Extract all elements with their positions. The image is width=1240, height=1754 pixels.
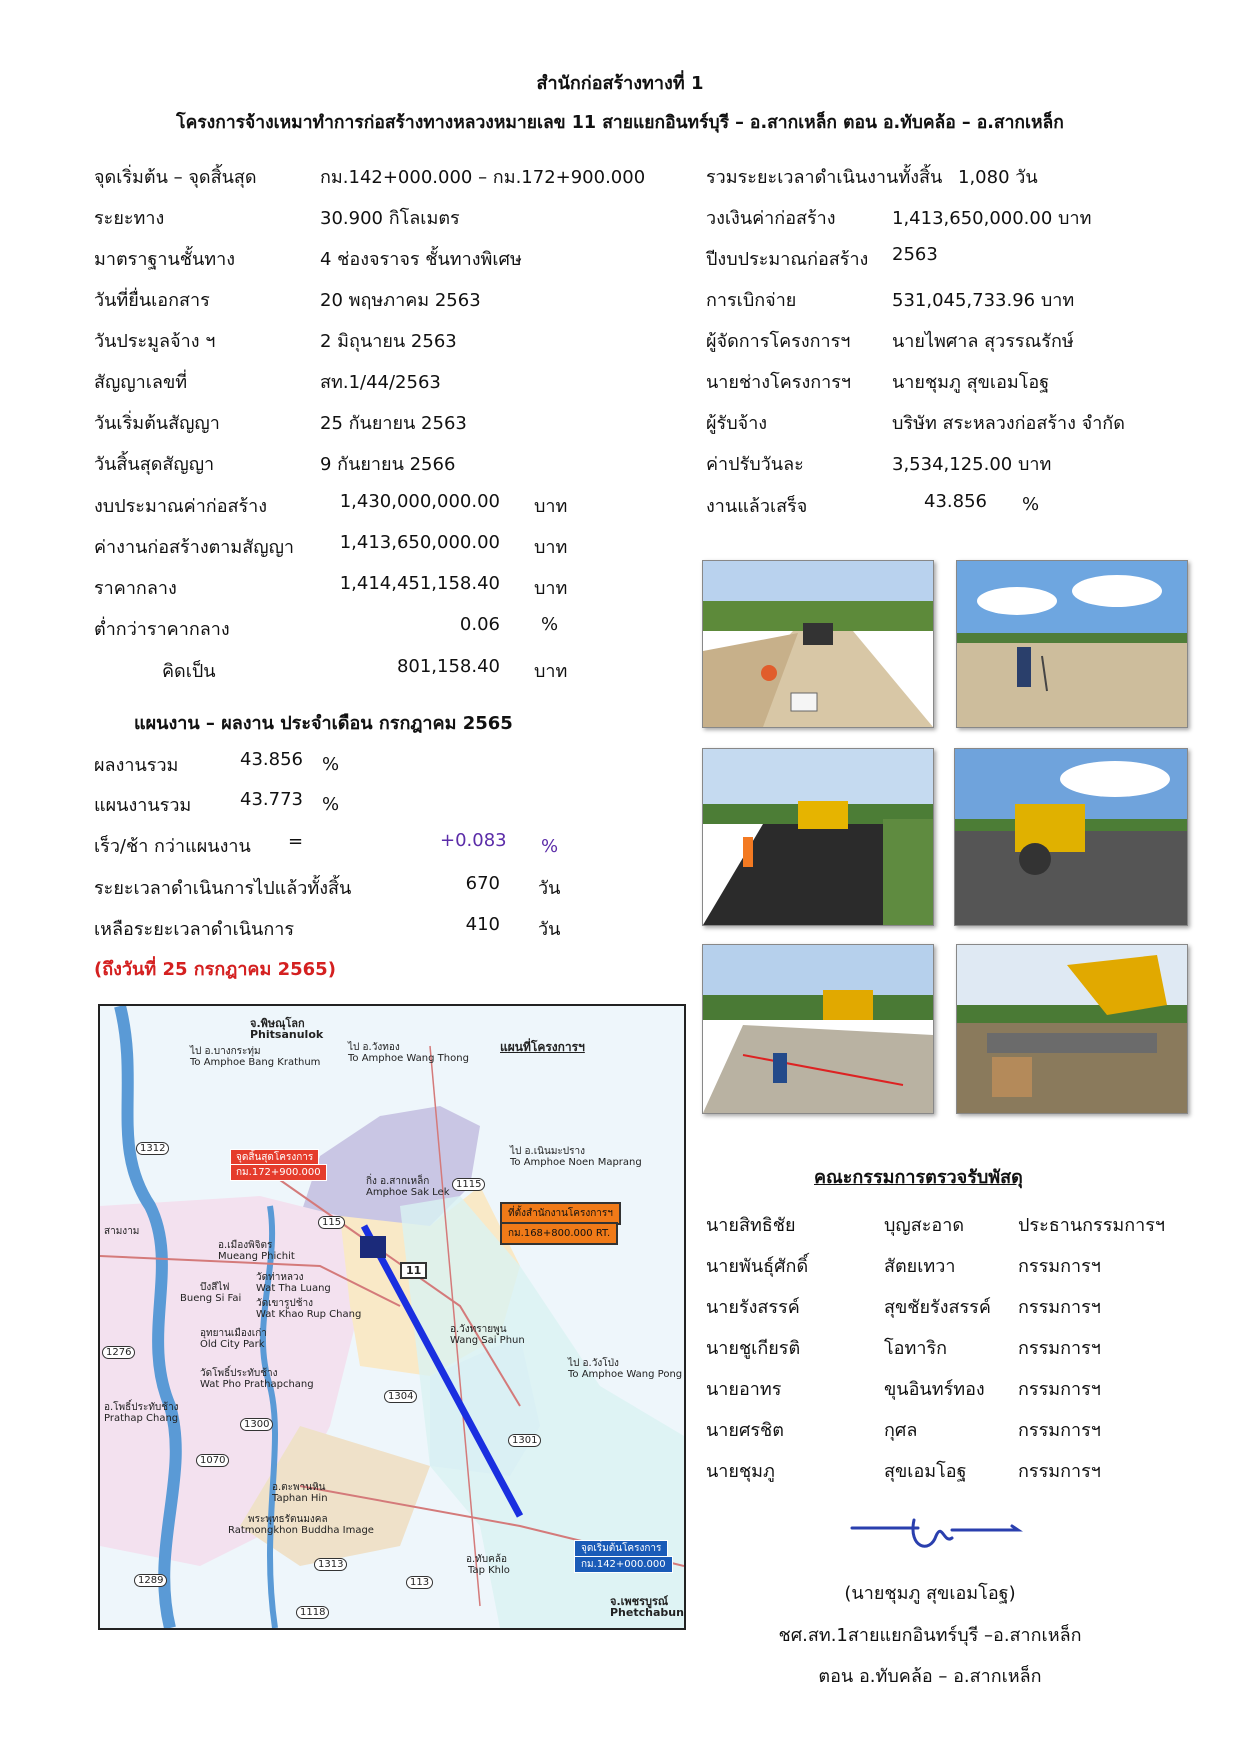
budget-value: 1,414,451,158.40 — [339, 573, 500, 594]
map-place-th: ไป อ.วังโป่ง — [568, 1358, 619, 1369]
office-km: กม.168+800.000 RT. — [500, 1222, 618, 1245]
info-label: นายช่างโครงการฯ — [706, 372, 852, 393]
actual-label: ผลงานรวม — [94, 755, 179, 776]
info-value: 9 กันยายน 2566 — [320, 454, 456, 475]
site-photo — [702, 560, 934, 728]
done-unit: % — [1022, 494, 1040, 515]
map-place-th: สามงาม — [104, 1226, 140, 1237]
info-value: 20 พฤษภาคม 2563 — [320, 290, 481, 311]
site-photo — [956, 944, 1188, 1114]
info-label: การเบิกจ่าย — [706, 290, 797, 311]
budget-unit: % — [541, 614, 559, 635]
route-shield: 1115 — [452, 1178, 485, 1191]
diff-unit: % — [541, 836, 559, 857]
member-first-name: นายชุมภู — [706, 1461, 775, 1482]
info-value: นายไพศาล สุวรรณรักษ์ — [892, 331, 1074, 352]
member-first-name: นายชูเกียรติ — [706, 1338, 801, 1359]
project-map — [98, 1004, 686, 1630]
info-value: นายชุมภู สุขเอมโอฐ — [892, 372, 1050, 393]
elapsed-unit: วัน — [538, 878, 561, 899]
member-last-name: สุขเอมโอฐ — [884, 1461, 967, 1482]
route-shield: 1301 — [508, 1434, 541, 1447]
map-place-en: Phitsanulok — [250, 1028, 324, 1041]
budget-unit: บาท — [534, 578, 568, 599]
info-label: สัญญาเลขที่ — [94, 372, 188, 393]
start-point-km: กม.142+000.000 — [574, 1556, 673, 1573]
map-place-th: ไป อ.วังทอง — [348, 1042, 400, 1053]
route-shield: 1276 — [102, 1346, 135, 1359]
map-place-th: วัดเขารูปช้าง — [256, 1298, 313, 1309]
info-label: ระยะทาง — [94, 208, 165, 229]
remaining-value: 410 — [465, 914, 500, 935]
info-value: 4 ช่องจราจร ชั้นทางพิเศษ — [320, 249, 522, 270]
info-label: วันที่ยื่นเอกสาร — [94, 290, 210, 311]
map-canvas — [100, 1006, 684, 1628]
budget-label: ต่ำกว่าราคากลาง — [94, 619, 230, 640]
route-shield: 1070 — [196, 1454, 229, 1467]
info-label: วันสิ้นสุดสัญญา — [94, 454, 215, 475]
planned-unit: % — [322, 794, 340, 815]
info-value: 531,045,733.96 บาท — [892, 290, 1075, 311]
map-place-en: Bueng Si Fai — [180, 1293, 242, 1304]
signer-position: ชศ.สท.1สายแยกอินทร์บุรี –อ.สากเหล็ก — [778, 1625, 1082, 1646]
remaining-unit: วัน — [538, 919, 561, 940]
map-place-en: Tap Khlo — [468, 1565, 510, 1576]
route-shield: 11 — [400, 1262, 427, 1279]
info-value: 3,534,125.00 บาท — [892, 454, 1052, 475]
map-place-en: Prathap Chang — [104, 1413, 179, 1424]
route-shield: 115 — [318, 1216, 345, 1229]
info-value: สท.1/44/2563 — [320, 372, 441, 393]
member-last-name: ขุนอินทร์ทอง — [884, 1379, 985, 1400]
planned-value: 43.773 — [240, 789, 303, 810]
signer-position: ตอน อ.ทับคล้อ – อ.สากเหล็ก — [818, 1666, 1042, 1687]
start-point-label: จุดเริ่มต้นโครงการ — [574, 1540, 668, 1557]
info-label: ผู้จัดการโครงการฯ — [706, 331, 851, 352]
map-place-th: อ.ตะพานหิน — [272, 1482, 326, 1493]
info-label: ผู้รับจ้าง — [706, 413, 768, 434]
map-place-en: Amphoe Sak Lek — [366, 1187, 450, 1198]
route-shield: 1304 — [384, 1390, 417, 1403]
route-shield: 1312 — [136, 1142, 169, 1155]
actual-value: 43.856 — [240, 749, 303, 770]
info-value: บริษัท สระหลวงก่อสร้าง จำกัด — [892, 413, 1125, 434]
member-last-name: สุขชัยรังสรรค์ — [884, 1297, 991, 1318]
member-first-name: นายศรชิต — [706, 1420, 784, 1441]
budget-unit: บาท — [534, 661, 568, 682]
diff-eq: = — [288, 831, 304, 852]
map-place-en: To Amphoe Noen Maprang — [510, 1157, 642, 1168]
info-value: กม.142+000.000 – กม.172+900.000 — [320, 167, 646, 188]
map-place-en: Wat Khao Rup Chang — [256, 1309, 362, 1320]
info-value: 30.900 กิโลเมตร — [320, 208, 460, 229]
budget-label: งบประมาณค่าก่อสร้าง — [94, 496, 268, 517]
info-label: ค่าปรับวันละ — [706, 454, 804, 475]
route-shield: 1313 — [314, 1558, 347, 1571]
member-last-name: โอทาริก — [884, 1338, 948, 1359]
budget-value: 0.06 — [459, 614, 500, 635]
member-role: กรรมการฯ — [1018, 1420, 1101, 1441]
planned-label: แผนงานรวม — [94, 795, 192, 816]
budget-unit: บาท — [534, 537, 568, 558]
signature-image — [848, 1508, 1028, 1568]
map-place-th: อ.ทับคล้อ — [466, 1554, 507, 1565]
info-value: 2 มิถุนายน 2563 — [320, 331, 457, 352]
project-title: โครงการจ้างเหมาทำการก่อสร้างทางหลวงหมายเลข 11 สายแยกอินทร์บุรี – อ.สากเหล็ก ตอน อ.ทับคล้อ – อ.สากเหล็ก — [176, 113, 1064, 133]
member-role: กรรมการฯ — [1018, 1461, 1101, 1482]
diff-value: +0.083 — [440, 830, 507, 851]
member-first-name: นายอาทร — [706, 1379, 782, 1400]
map-place-en: Wang Sai Phun — [450, 1335, 525, 1346]
map-place-en: Wat Tha Luang — [256, 1283, 331, 1294]
elapsed-label: ระยะเวลาดำเนินการไปแล้วทั้งสิ้น — [94, 878, 352, 899]
info-label: ปีงบประมาณก่อสร้าง — [706, 249, 869, 270]
map-place-th: จ.พิษณุโลก — [250, 1017, 305, 1030]
route-shield: 1289 — [134, 1574, 167, 1587]
map-place-en: Ratmongkhon Buddha Image — [228, 1525, 374, 1536]
map-place-th: อ.โพธิ์ประทับช้าง — [104, 1402, 179, 1413]
member-role: กรรมการฯ — [1018, 1379, 1101, 1400]
site-photo — [702, 944, 934, 1114]
map-place-en: Wat Pho Prathapchang — [200, 1379, 314, 1390]
map-place-th: ไป อ.เนินมะปราง — [510, 1146, 586, 1157]
budget-label: ราคากลาง — [94, 578, 177, 599]
map-title: แผนที่โครงการฯ — [500, 1040, 585, 1054]
info-label: วันเริ่มต้นสัญญา — [94, 413, 220, 434]
diff-label: เร็ว/ช้า กว่าแผนงาน — [94, 836, 251, 857]
map-place-th: กิ่ง อ.สากเหล็ก — [366, 1176, 430, 1187]
info-label: มาตราฐานชั้นทาง — [94, 249, 236, 270]
map-place-en: Old City Park — [200, 1339, 265, 1350]
map-place-th: อ.วังทรายพูน — [450, 1324, 507, 1335]
member-first-name: นายสิทธิชัย — [706, 1215, 796, 1236]
map-place-th: พระพุทธรัตนมงคล — [248, 1514, 328, 1525]
map-place-th: จ.เพชรบูรณ์ — [610, 1595, 669, 1608]
budget-label: คิดเป็น — [162, 661, 216, 682]
map-place-en: Taphan Hin — [272, 1493, 328, 1504]
route-shield: 113 — [406, 1576, 433, 1589]
map-place-en: Phetchabun — [610, 1606, 684, 1619]
info-value: 1,080 วัน — [958, 167, 1038, 188]
map-place-th: อ.เมืองพิจิตร — [218, 1240, 273, 1251]
site-photo — [954, 748, 1188, 926]
map-place-en: Mueang Phichit — [218, 1251, 295, 1262]
info-value: 25 กันยายน 2563 — [320, 413, 467, 434]
committee-title: คณะกรรมการตรวจรับพัสดุ — [814, 1167, 1023, 1188]
member-role: ประธานกรรมการฯ — [1018, 1215, 1166, 1236]
budget-unit: บาท — [534, 496, 568, 517]
plan-title: แผนงาน – ผลงาน ประจำเดือน กรกฎาคม 2565 — [134, 713, 513, 734]
member-first-name: นายรังสรรค์ — [706, 1297, 800, 1318]
member-role: กรรมการฯ — [1018, 1256, 1101, 1277]
member-last-name: สัตยเทวา — [884, 1256, 956, 1277]
member-last-name: บุญสะอาด — [884, 1215, 965, 1236]
map-place-th: อุทยานเมืองเก่า — [200, 1328, 267, 1339]
info-label: วันประมูลจ้าง ฯ — [94, 331, 216, 352]
elapsed-value: 670 — [465, 873, 500, 894]
budget-value: 1,413,650,000.00 — [339, 532, 500, 553]
route-shield: 1118 — [296, 1606, 329, 1619]
signer-name: (นายชุมภู สุขเอมโอฐ) — [844, 1583, 1016, 1604]
as-of-date: (ถึงวันที่ 25 กรกฎาคม 2565) — [94, 959, 336, 980]
info-value: 2563 — [892, 244, 938, 265]
member-first-name: นายพันธุ์ศักดิ์ — [706, 1256, 809, 1277]
info-value: 1,413,650,000.00 บาท — [892, 208, 1092, 229]
end-point-km: กม.172+900.000 — [230, 1164, 327, 1181]
member-role: กรรมการฯ — [1018, 1297, 1101, 1318]
office-label: ที่ตั้งสำนักงานโครงการฯ — [500, 1202, 621, 1225]
map-place-en: To Amphoe Wang Pong — [568, 1369, 683, 1380]
member-last-name: กุศล — [884, 1420, 918, 1441]
map-place-en: To Amphoe Bang Krathum — [190, 1057, 321, 1068]
site-photo — [956, 560, 1188, 728]
end-point-label: จุดสิ้นสุดโครงการ — [230, 1149, 319, 1166]
info-label: จุดเริ่มต้น – จุดสิ้นสุด — [94, 167, 257, 188]
remaining-label: เหลือระยะเวลาดำเนินการ — [94, 919, 295, 940]
map-place-th: บึงสีไฟ — [200, 1282, 230, 1293]
budget-label: ค่างานก่อสร้างตามสัญญา — [94, 537, 295, 558]
budget-value: 1,430,000,000.00 — [339, 491, 500, 512]
map-place-en: To Amphoe Wang Thong — [348, 1053, 469, 1064]
map-place-th: ไป อ.บางกระทุ่ม — [190, 1046, 261, 1057]
member-role: กรรมการฯ — [1018, 1338, 1101, 1359]
map-place-th: วัดท่าหลวง — [256, 1272, 304, 1283]
info-label: วงเงินค่าก่อสร้าง — [706, 208, 836, 229]
office-title: สำนักก่อสร้างทางที่ 1 — [536, 73, 704, 94]
map-place-th: วัดโพธิ์ประทับช้าง — [200, 1368, 278, 1379]
site-photo — [702, 748, 934, 926]
budget-value: 801,158.40 — [396, 656, 500, 677]
done-value: 43.856 — [924, 491, 987, 512]
info-label: รวมระยะเวลาดำเนินงานทั้งสิ้น — [706, 167, 943, 188]
route-shield: 1300 — [240, 1418, 273, 1431]
done-label: งานแล้วเสร็จ — [706, 496, 808, 517]
actual-unit: % — [322, 754, 340, 775]
